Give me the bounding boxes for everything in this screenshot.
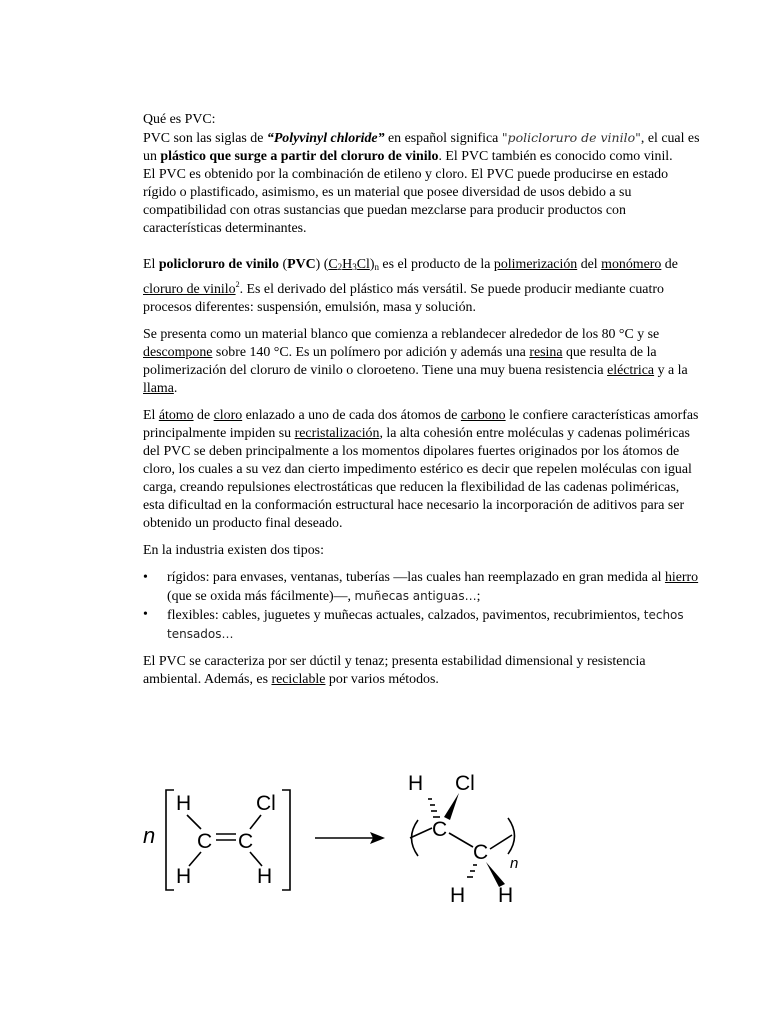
text: rígidos: para envases, ventanas, tuberías —las cuales han reemplazado en gran medida al (167, 570, 665, 585)
atom-h-top: H (408, 772, 424, 795)
text: , el cual es un (143, 131, 700, 164)
link-cloruro-de-vinilo[interactable]: cloruro de vinilo (143, 282, 236, 297)
atom-h-bottom-right: H (498, 884, 514, 907)
bond (187, 815, 201, 829)
solid-wedge-bond (444, 793, 459, 820)
text: C (328, 257, 338, 272)
text: de (193, 408, 214, 423)
link-hierro[interactable]: hierro (664, 570, 699, 585)
subscript: n (374, 262, 379, 272)
text: , la alta cohesión entre moléculas y cadenas poliméricas del PVC se deben principalmente a los momentos dipolares fuertes originados por los átomos de cloro, los cuales a su vez dan cierto impedimento estérico es decir que repelen moléculas con igual carga, creando repulsiones electrostáticas que reducen la flexibilidad de las cadenas poliméricas, esta dificultad en la conformación estructural hace necesario la incorporación de aditivos para ser obtenido un producto final deseado. (143, 426, 692, 531)
bond (490, 835, 512, 849)
text: ( (278, 257, 288, 272)
link-reciclable[interactable]: reciclable (271, 672, 326, 687)
text: techos tensados… (167, 608, 684, 641)
text: Cl (356, 257, 370, 272)
paragraph-types-intro: En la industria existen dos tipos: (143, 543, 324, 558)
footnote-ref[interactable]: 2 (235, 280, 240, 289)
text: H (342, 257, 353, 272)
text: flexibles: cables, juguetes y muñecas actuales, calzados, pavimentos, recubrimientos, (167, 608, 644, 623)
text: es el producto de la (378, 257, 494, 272)
link-electrica[interactable]: eléctrica (607, 363, 655, 378)
text: ) ( (315, 257, 329, 272)
link-carbono[interactable]: carbono (460, 408, 506, 423)
term-pvc-bold: PVC (287, 257, 316, 272)
n-coefficient: n (143, 823, 156, 848)
bond (449, 833, 473, 847)
text: Se presenta como un material blanco que comienza a reblandecer alrededor de los 80 °C y se (143, 327, 660, 342)
atom-cl-top: Cl (455, 772, 475, 795)
text: que resulta de la polimerización del cloruro de vinilo o cloroeteno. Tiene una muy buena resistencia (143, 345, 657, 378)
text: enlazado a uno de cada dos átomos de (242, 408, 461, 423)
left-bracket-open (166, 790, 174, 890)
term-policloruro: "policloruro de vinilo" (501, 130, 641, 145)
atom-h-bottom-right: H (257, 865, 273, 888)
link-atomo[interactable]: átomo (158, 408, 194, 423)
bold-phrase: plástico que surge a partir del cloruro de vinilo (160, 149, 439, 164)
text: El (143, 257, 159, 272)
text: y a la (654, 363, 688, 378)
text: sobre 140 °C. Es un polímero por adición y además una (212, 345, 530, 360)
link-resina[interactable]: resina (529, 345, 563, 360)
link-llama[interactable]: llama (143, 381, 174, 396)
bond (250, 815, 261, 829)
bullet: • (143, 570, 148, 585)
text: de (661, 257, 678, 272)
subscript: 3 (352, 262, 357, 272)
atom-c-left: C (197, 830, 213, 853)
term-policloruro-bold: policloruro de vinilo (158, 257, 279, 272)
link-cloro[interactable]: cloro (213, 408, 243, 423)
text: . (173, 381, 178, 396)
bond (189, 852, 201, 866)
text: ; (476, 589, 481, 604)
bullet: • (143, 607, 148, 622)
text: por varios métodos. (325, 672, 439, 687)
text: El (143, 408, 159, 423)
left-bracket-close (282, 790, 290, 890)
atom-c-lower: C (473, 841, 489, 864)
atom-h-bottom-left: H (450, 884, 466, 907)
text: (que se oxida más fácilmente)—, (167, 589, 355, 604)
link-descompone[interactable]: descompone (143, 345, 213, 360)
heading-que-es-pvc: Qué es PVC: (143, 112, 216, 127)
term-polyvinyl-chloride: “Polyvinyl chloride” (266, 131, 385, 146)
text: . Es el derivado del plástico más versátil. Se puede producir mediante cuatro procesos diferentes: suspensión, emulsión, masa y solución. (143, 282, 664, 315)
atom-c-upper: C (432, 818, 448, 841)
left-paren (412, 820, 419, 856)
link-monomero[interactable]: monómero (601, 257, 662, 272)
text: El PVC se caracteriza por ser dúctil y tenaz; presenta estabilidad dimensional y resistencia ambiental. Además, es (143, 654, 646, 687)
text: El PVC es obtenido por la combinación de etileno y cloro. El PVC puede producirse en estado rígido o plastificado, asimismo, es un material que posee diversidad de usos debido a su compatibilidad con otras sustancias que puedan mezclarse para producir productos con características determinantes. (143, 167, 669, 236)
atom-h-bottom-left: H (176, 865, 192, 888)
link-polimerizacion[interactable]: polimerización (493, 257, 578, 272)
hashed-wedge-bond (467, 865, 477, 877)
text: muñecas antiguas… (354, 589, 477, 603)
n-subscript: n (510, 855, 519, 872)
link-recristalizacion[interactable]: recristalización (294, 426, 380, 441)
atom-h-top-left: H (176, 792, 192, 815)
text: PVC son las siglas de (143, 131, 267, 146)
subscript: 2 (337, 262, 343, 272)
atom-c-right: C (238, 830, 254, 853)
text: del (577, 257, 602, 272)
hashed-wedge-bond (428, 799, 440, 817)
atom-cl-top-right: Cl (256, 792, 276, 815)
text: ) (369, 257, 375, 272)
text: en español significa (384, 131, 502, 146)
text: . El PVC también es conocido como vinil. (438, 149, 673, 164)
text: le confiere características amorfas principalmente impiden su (143, 408, 699, 441)
bond (250, 852, 262, 866)
